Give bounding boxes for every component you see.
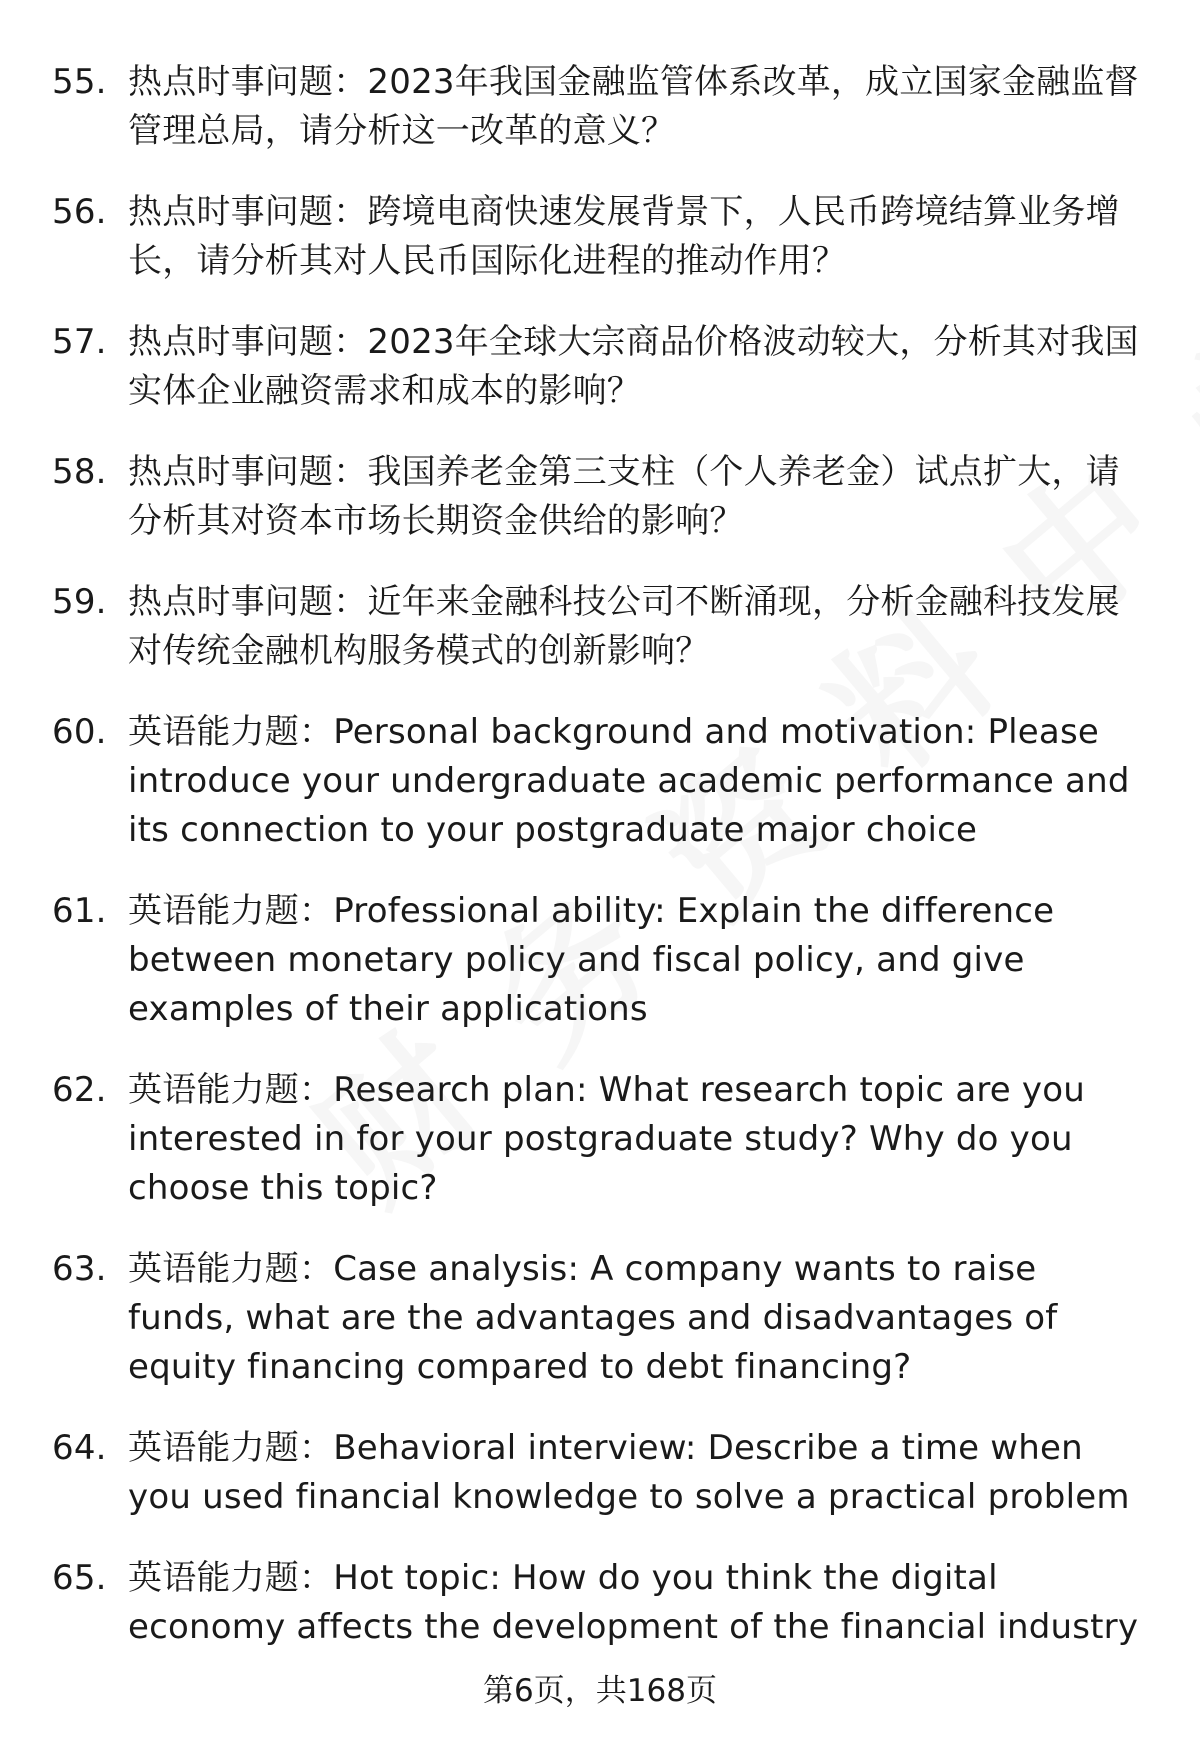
question-text: 英语能力题：Hot topic: How do you think the digital economy affects the development of the financial industry	[128, 1558, 1139, 1647]
question-number: 65.	[52, 1558, 107, 1598]
question-item	[52, 1245, 1152, 1392]
question-text: 热点时事问题：我国养老金第三支柱（个人养老金）试点扩大，请分析其对资本市场长期资金供给的影响？	[128, 452, 1120, 541]
question-item	[52, 318, 1152, 416]
question-text: 热点时事问题：近年来金融科技公司不断涌现，分析金融科技发展对传统金融机构服务模式的创新影响？	[128, 582, 1120, 671]
question-number: 63.	[52, 1249, 107, 1289]
question-text: 英语能力题：Personal background and motivation: Please introduce your undergraduate academic performance and its connection to your postgraduate major choice	[128, 712, 1130, 850]
page-footer: 第6页，共168页	[483, 1673, 717, 1709]
question-number: 64.	[52, 1428, 107, 1468]
question-text: 热点时事问题：跨境电商快速发展背景下，人民币跨境结算业务增长，请分析其对人民币国际化进程的推动作用？	[128, 192, 1120, 281]
question-number: 60.	[52, 712, 107, 752]
question-item	[52, 58, 1152, 156]
question-number: 61.	[52, 891, 107, 931]
question-text: 热点时事问题：2023年我国金融监管体系改革，成立国家金融监督管理总局，请分析这一改革的意义？	[128, 62, 1139, 151]
question-item	[52, 887, 1152, 1034]
question-item	[52, 578, 1152, 676]
question-number: 59.	[52, 582, 107, 622]
question-item	[52, 448, 1152, 546]
question-text: 英语能力题：Research plan: What research topic are you interested in for your postgraduate study? Why do you choose this topic?	[128, 1070, 1086, 1208]
question-item	[52, 1066, 1152, 1213]
question-list	[52, 58, 1152, 1684]
question-text: 英语能力题：Professional ability: Explain the difference between monetary policy and fiscal policy, and give examples of their applications	[128, 891, 1055, 1029]
question-text: 英语能力题：Case analysis: A company wants to raise funds, what are the advantages and disadvantages of equity financing compared to debt financing?	[128, 1249, 1058, 1387]
question-item	[52, 1554, 1152, 1652]
question-text: 英语能力题：Behavioral interview: Describe a time when you used financial knowledge to solve a practical problem	[128, 1428, 1130, 1517]
question-item	[52, 188, 1152, 286]
question-number: 56.	[52, 192, 107, 232]
question-number: 55.	[52, 62, 107, 102]
question-number: 57.	[52, 322, 107, 362]
question-item	[52, 1424, 1152, 1522]
question-item	[52, 708, 1152, 855]
question-number: 62.	[52, 1070, 107, 1110]
question-number: 58.	[52, 452, 107, 492]
question-text: 热点时事问题：2023年全球大宗商品价格波动较大，分析其对我国实体企业融资需求和成本的影响？	[128, 322, 1139, 411]
